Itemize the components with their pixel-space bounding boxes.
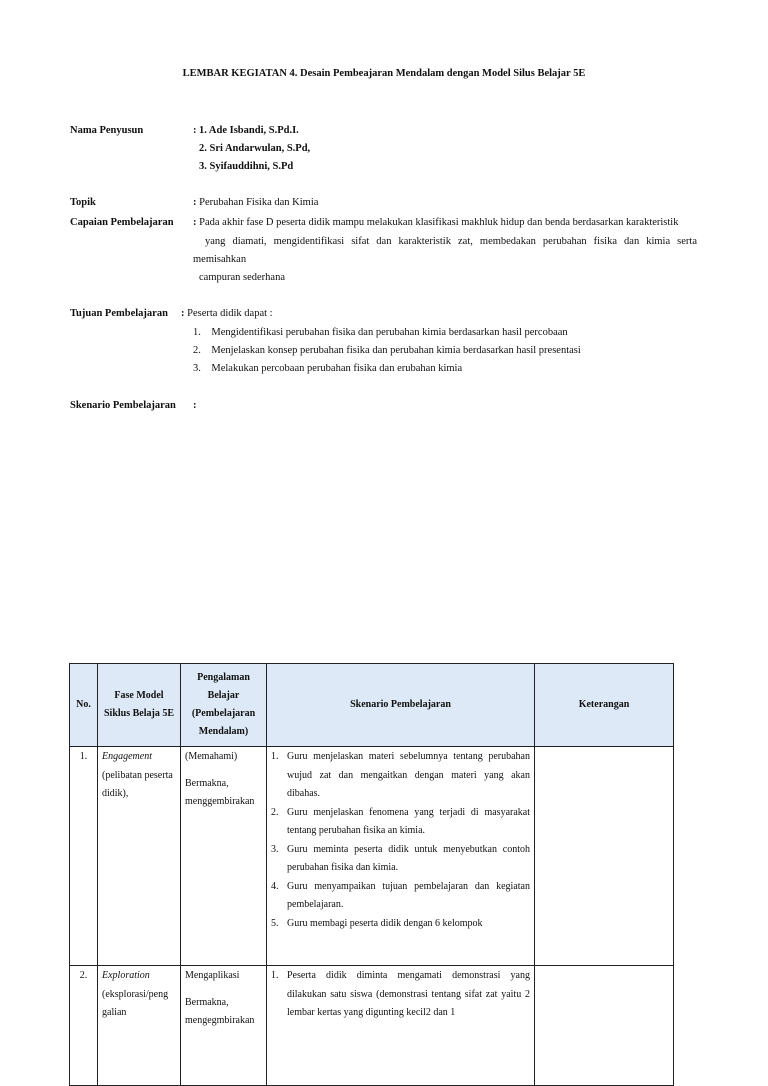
header-skenario: Skenario Pembelajaran (267, 664, 535, 747)
skenario-cell (267, 966, 535, 1086)
table-header-row (70, 664, 674, 747)
skenario-cell (267, 747, 535, 966)
step-item: 3. Guru meminta peserta didik untuk menyebutkan contoh perubahan fisika dan kimia. (271, 843, 530, 873)
tujuan-item: 2. Menjelaskan konsep perubahan fisika dan perubahan kimia berdasarkan hasil presentasi (193, 345, 581, 356)
keterangan-cell (535, 966, 674, 1086)
fase-name: Engagement (102, 751, 152, 762)
step-item: 2. Guru menjelaskan fenomena yang terjadi di masyarakat tentang perubahan fisika an kimia. (271, 806, 530, 836)
header-no: No. (70, 664, 98, 747)
pengalaman-primary: Mengaplikasi (185, 970, 240, 981)
fase-cell (98, 966, 181, 1086)
capaian-line-2: yang diamati, mengidentifikasi sifat dan karakteristik zat, membedakan perubahan fisika dan kimia serta (205, 236, 697, 247)
lesson-plan-table (69, 663, 674, 1086)
header-keterangan: Keterangan (535, 664, 674, 747)
fase-desc: (eksplorasi/peng galian (102, 988, 169, 1018)
penyusun-colon: : (193, 125, 197, 136)
penyusun-name-1: 1. Ade Isbandi, S.Pd.I. (199, 125, 299, 136)
tujuan-item: 1. Mengidentifikasi perubahan fisika dan perubahan kimia berdasarkan hasil percobaan (193, 327, 568, 338)
topik-value-row: : Perubahan Fisika dan Kimia (193, 197, 319, 208)
pengalaman-primary: (Memahami) (185, 751, 238, 762)
fase-cell (98, 747, 181, 966)
tujuan-item-text: Mengidentifikasi perubahan fisika dan perubahan kimia berdasarkan hasil percobaan (211, 327, 568, 338)
fase-name: Exploration (102, 970, 150, 981)
skenario-label: Skenario Pembelajaran (70, 400, 176, 411)
fase-desc: (pelibatan peserta didik), (102, 769, 173, 799)
capaian-label: Capaian Pembelajaran (70, 217, 174, 228)
step-text: Guru membagi peserta didik dengan 6 kelompok (287, 917, 483, 929)
capaian-line-4: campuran sederhana (199, 272, 285, 283)
step-item: 4. Guru menyampaikan tujuan pembelajaran dan kegiatan pembelajaran. (271, 880, 530, 910)
step-item: 1. Guru menjelaskan materi sebelumnya tentang perubahan wujud zat dan mengaitkan dengan materi yang akan dibahas. (271, 751, 530, 799)
step-text: Guru menjelaskan materi sebelumnya tentang perubahan wujud zat dan mengaitkan dengan materi yang akan dibahas. (287, 751, 530, 799)
step-item: 1. Peserta didik diminta mengamati demonstrasi yang dilakukan satu siswa (demonstrasi tentang sifat zat yaitu 2 lembar kertas yang digunting kecil2 dan 1 (271, 970, 530, 1018)
table-row (70, 966, 674, 1086)
header-pengalaman: Pengalaman Belajar (Pembelajaran Mendalam) (181, 664, 267, 747)
row-number: 1. (70, 747, 98, 966)
topik-label: Topik (70, 197, 96, 208)
capaian-line-1: Pada akhir fase D peserta didik mampu melakukan klasifikasi makhluk hidup dan benda berdasarkan karakteristik (199, 217, 679, 228)
pengalaman-cell (181, 747, 267, 966)
document-title: LEMBAR KEGIATAN 4. Desain Pembeajaran Mendalam dengan Model Silus Belajar 5E (182, 68, 586, 79)
step-text: Peserta didik diminta mengamati demonstrasi yang dilakukan satu siswa (demonstrasi tentang sifat zat yaitu 2 lembar kertas yang digunting kecil2 dan 1 (287, 970, 530, 1018)
topik-value: Perubahan Fisika dan Kimia (199, 197, 319, 208)
pengalaman-secondary: Bermakna, menggembirakan (185, 777, 255, 807)
penyusun-name-2: 2. Sri Andarwulan, S.Pd, (199, 143, 311, 154)
table-row (70, 747, 674, 966)
tujuan-item-text: Melakukan percobaan perubahan fisika dan erubahan kimia (211, 363, 463, 374)
pengalaman-secondary: Bermakna, mengegmbirakan (185, 996, 255, 1026)
skenario-colon: : (193, 400, 197, 411)
step-list (271, 967, 530, 1023)
capaian-line-3: memisahkan (193, 254, 247, 265)
tujuan-item-text: Menjelaskan konsep perubahan fisika dan perubahan kimia berdasarkan hasil presentasi (211, 345, 581, 356)
step-list (271, 748, 530, 933)
step-text: Guru menjelaskan fenomena yang terjadi di masyarakat tentang perubahan fisika an kimia. (287, 806, 530, 836)
tujuan-item: 3. Melakukan percobaan perubahan fisika dan erubahan kimia (193, 363, 463, 374)
pengalaman-cell (181, 966, 267, 1086)
tujuan-intro: Peserta didik dapat : (187, 308, 273, 319)
step-item: 5. Guru membagi peserta didik dengan 6 kelompok (271, 917, 483, 929)
header-fase: Fase Model Siklus Belaja 5E (98, 664, 181, 747)
tujuan-label: Tujuan Pembelajaran (70, 308, 168, 319)
penyusun-label: Nama Penyusun (70, 125, 144, 136)
tujuan-intro-row: : Peserta didik dapat : (181, 308, 273, 319)
capaian-line-1-row: : Pada akhir fase D peserta didik mampu melakukan klasifikasi makhluk hidup dan benda berdasarkan karakteristik (193, 217, 679, 228)
keterangan-cell (535, 747, 674, 966)
step-text: Guru meminta peserta didik untuk menyebutkan contoh perubahan fisika dan kimia. (287, 843, 530, 873)
step-text: Guru menyampaikan tujuan pembelajaran dan kegiatan pembelajaran. (287, 880, 530, 910)
row-number: 2. (70, 966, 98, 1086)
penyusun-name-3: 3. Syifauddihni, S.Pd (199, 161, 294, 172)
